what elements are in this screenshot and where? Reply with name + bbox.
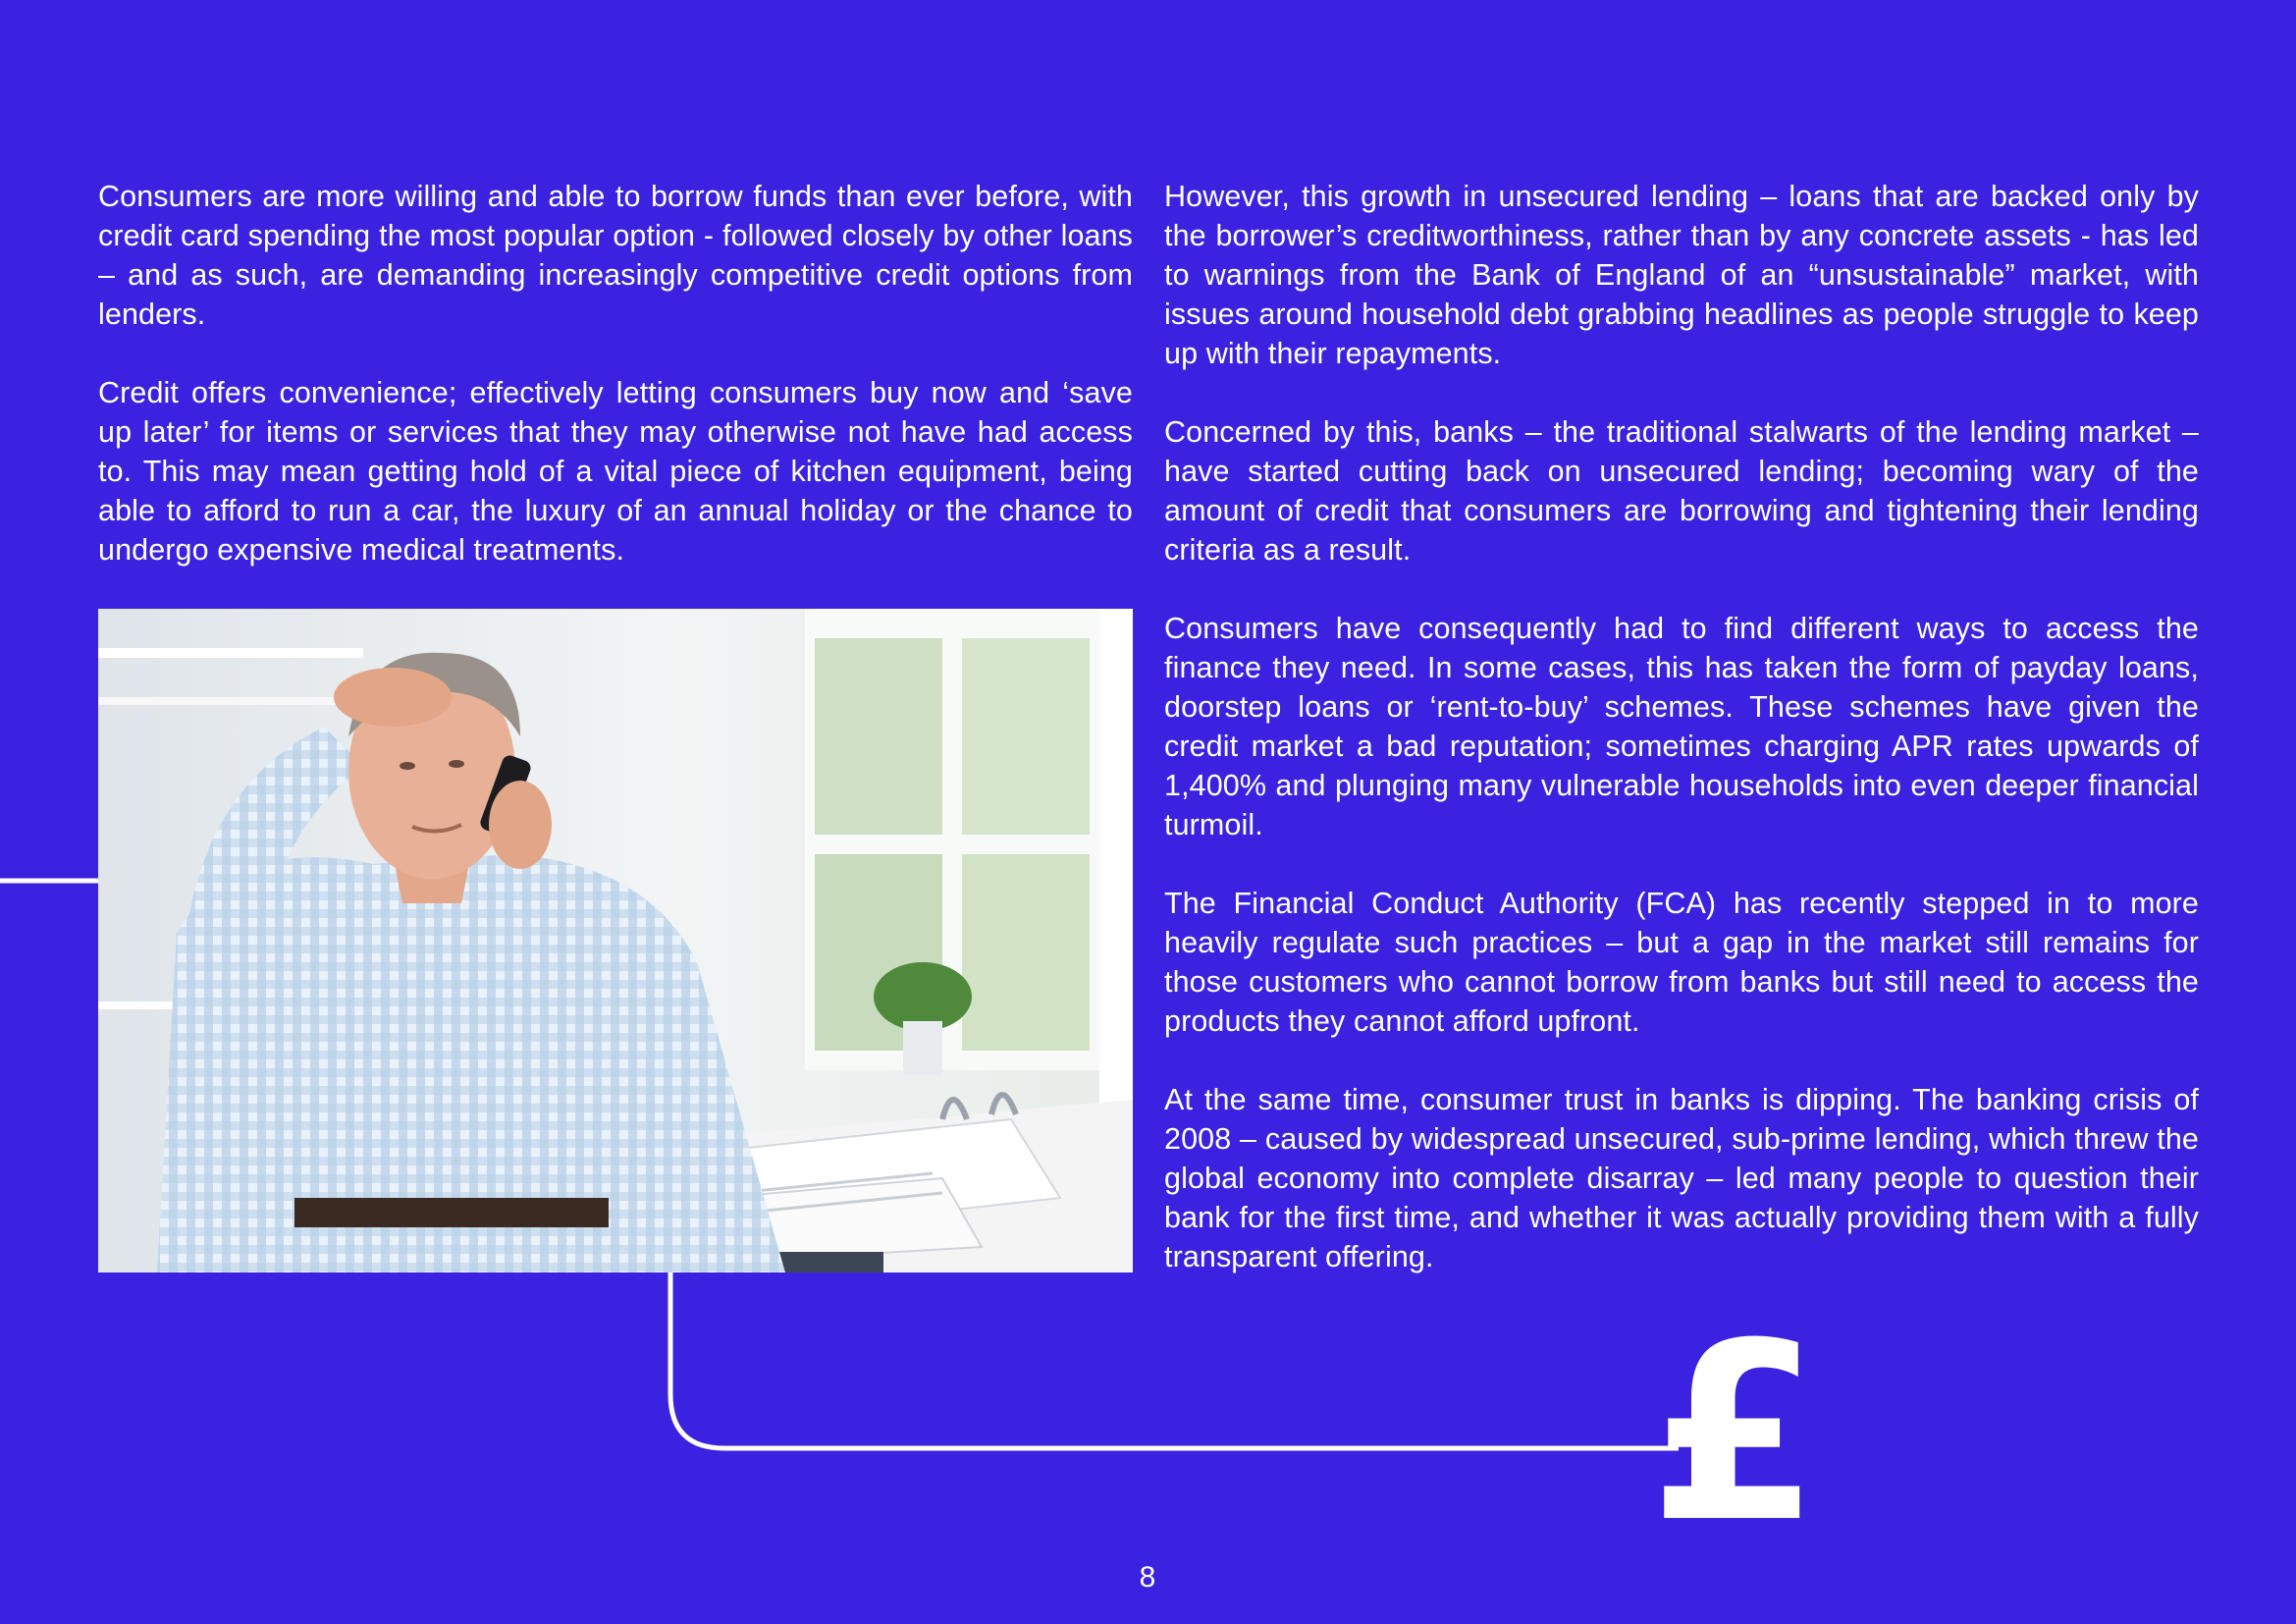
right-paragraph-4: The Financial Conduct Authority (FCA) has recently stepped in to more heavily regulate such practices – but a gap in the market still remains for those customers who cannot borrow from banks but still need to access the products they cannot afford upfront. <box>1164 887 2199 1038</box>
pound-sign-icon: £ <box>1649 1290 1820 1576</box>
page-number: 8 <box>1139 1561 1156 1594</box>
right-paragraph-1: However, this growth in unsecured lending – loans that are backed only by the borrower’s creditworthiness, rather than by any concrete assets - has led to warnings from the Bank of England of an “unsustainable” market, with issues around household debt grabbing headlines as people struggle to keep up with their repayments. <box>1164 180 2199 370</box>
photo-man-on-phone <box>98 609 1133 1272</box>
right-paragraph-3: Consumers have consequently had to find different ways to access the finance they need. In some cases, this has taken the form of payday loans, doorstep loans or ‘rent-to-buy’ schemes. These schemes have given the credit market a bad reputation; sometimes charging APR rates upwards of 1,400% and plunging many vulnerable households into even deeper financial turmoil. <box>1164 612 2199 841</box>
left-paragraph-2: Credit offers convenience; effectively letting consumers buy now and ‘save up later’ for items or services that they may otherwise not have had access to. This may mean getting hold of a vital piece of kitchen equipment, being able to afford to run a car, the luxury of an annual holiday or the chance to undergo expensive medical treatments. <box>98 376 1133 567</box>
left-paragraph-1: Consumers are more willing and able to borrow funds than ever before, with credit card spending the most popular option - followed closely by other loans – and as such, are demanding increasingly competitive credit options from lenders. <box>98 180 1133 331</box>
photo-illustration <box>98 609 1133 1272</box>
left-text-column <box>98 177 1133 609</box>
right-text-column <box>1164 177 2199 1316</box>
right-paragraph-2: Concerned by this, banks – the traditional stalwarts of the lending market – have started cutting back on unsecured lending; becoming wary of the amount of credit that consumers are borrowing and tightening their lending criteria as a result. <box>1164 415 2199 567</box>
right-paragraph-5: At the same time, consumer trust in banks is dipping. The banking crisis of 2008 – caused by widespread unsecured, sub-prime lending, which threw the global economy into complete disarray – led many people to question their bank for the first time, and whether it was actually providing them with a fully transparent offering. <box>1164 1083 2199 1273</box>
